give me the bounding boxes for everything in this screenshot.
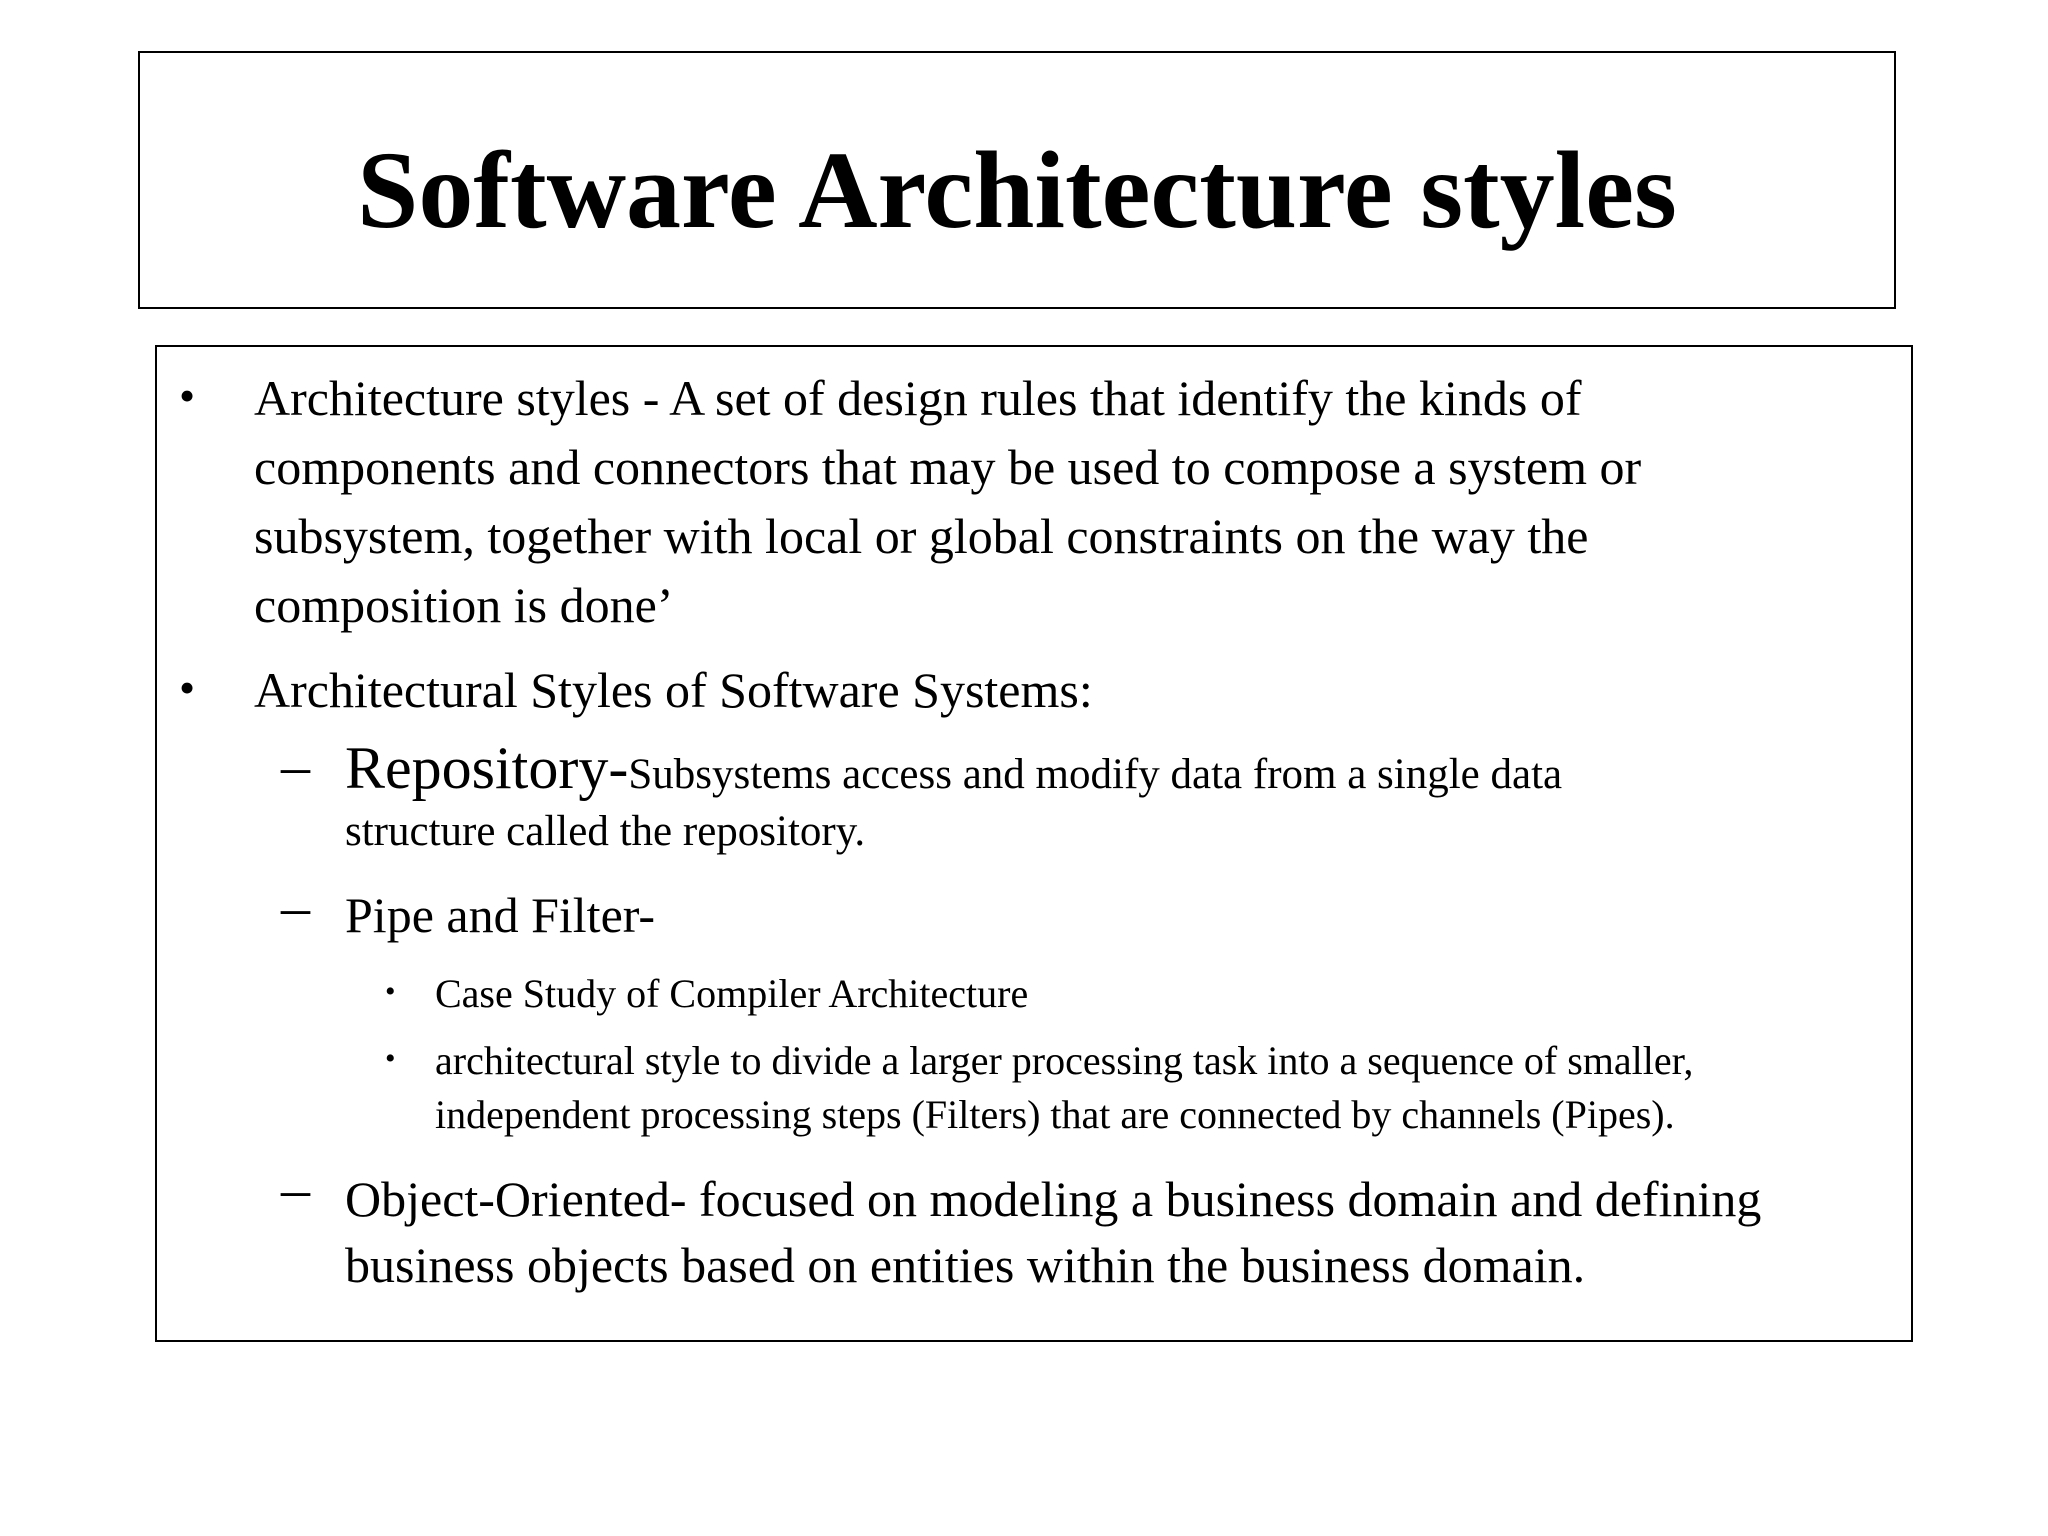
bullet-line: composition is done’ <box>254 577 674 633</box>
sub-item-description: Subsystems access and modify data from a single data <box>628 751 1563 798</box>
bullet-marker: • <box>179 370 196 421</box>
sub-bullet-marker: • <box>385 1042 396 1075</box>
bullet-line: Architectural Styles of Software Systems: <box>254 662 1093 718</box>
dash-marker: – <box>281 874 310 939</box>
sub-item-term: Pipe and Filter- <box>345 887 656 943</box>
sub-point-line: independent processing steps (Filters) that are connected by channels (Pipes). <box>435 1092 1675 1137</box>
content-box <box>155 345 1913 1342</box>
dash-marker: – <box>281 733 310 798</box>
bullet-line: subsystem, together with local or global constraints on the way the <box>254 508 1589 564</box>
sub-point-line: Case Study of Compiler Architecture <box>435 971 1029 1016</box>
bullet-marker: • <box>179 662 196 713</box>
dash-marker: – <box>281 1156 310 1221</box>
bullet-line: components and connectors that may be used to compose a system or <box>254 439 1642 495</box>
sub-point-line: architectural style to divide a larger processing task into a sequence of smaller, <box>435 1038 1694 1083</box>
sub-bullet-marker: • <box>385 975 396 1008</box>
sub-item-repository <box>345 737 1562 806</box>
sub-item-object-oriented <box>345 1168 1761 1230</box>
sub-item-description-cont: business objects based on entities within the business domain. <box>345 1237 1586 1293</box>
title-box <box>138 51 1896 309</box>
bullet-line: Architecture styles - A set of design rules that identify the kinds of <box>254 370 1582 426</box>
sub-item-term: Repository- <box>345 735 629 801</box>
slide-title: Software Architecture styles <box>357 129 1677 251</box>
sub-item-description-cont: structure called the repository. <box>345 808 866 855</box>
sub-item-term: Object-Oriented- <box>345 1171 687 1227</box>
sub-item-description: focused on modeling a business domain and defining <box>686 1171 1762 1227</box>
